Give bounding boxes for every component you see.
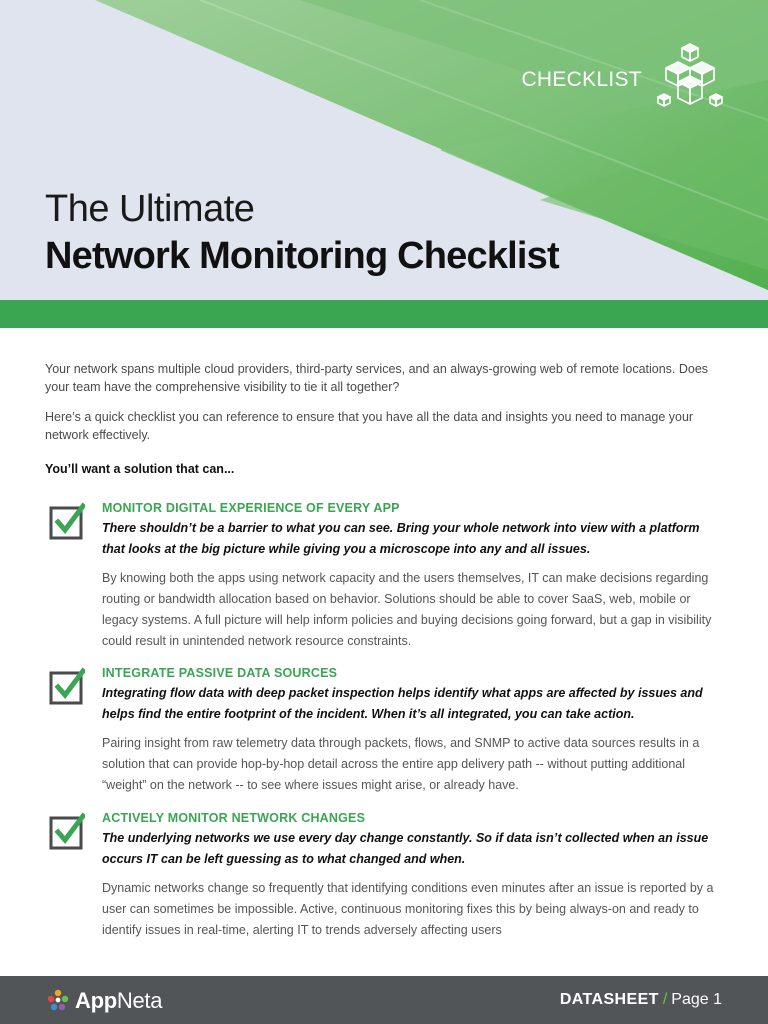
checkbox-checked-icon [49, 502, 85, 540]
item-title: ACTIVELY MONITOR NETWORK CHANGES [102, 811, 366, 825]
badge-label: CHECKLIST [521, 68, 642, 91]
cubes-icon [652, 42, 728, 118]
page-number: Page 1 [671, 991, 722, 1008]
item-subtitle: There shouldn’t be a barrier to what you can see. Bring your whole network into view with a platform that looks at the big picture while giving you a microscope into any and all issues. [102, 521, 700, 556]
item-description: By knowing both the apps using network capacity and the users themselves, IT can make decisions regarding routing or bandwidth allocation based on behavior. Solutions should be able to cover SaaS, web, mobile or legacy systems. A full picture will help inform policies and buying decisions going forward, but a gap in visibility could result in unintended network resource constraints. [102, 571, 712, 648]
appneta-logo [47, 988, 162, 1014]
green-divider-band [0, 300, 768, 328]
item-subtitle: Integrating flow data with deep packet inspection helps identify what apps are affected by issues and helps find the entire footprint of the incident. When it’s all integrated, you can take action. [102, 686, 703, 721]
logo-text-bold: App [75, 988, 117, 1013]
appneta-logo-icon [47, 989, 69, 1013]
checklist-item-2 [45, 665, 725, 796]
doc-type-label: DATASHEET [559, 991, 659, 1008]
checklist-item-1 [45, 500, 725, 652]
page-info [560, 991, 722, 1009]
intro-lead: You’ll want a solution that can... [45, 462, 235, 476]
header-banner [0, 0, 768, 300]
checklist-item-3 [45, 810, 725, 941]
intro-section [45, 360, 725, 476]
page-title [45, 186, 559, 280]
separator: / [662, 991, 668, 1008]
item-description: Pairing insight from raw telemetry data through packets, flows, and SNMP to active data sources results in a solution that can provide hop-by-hop detail across the entire app delivery path -- without putting additional “weight” on the network -- to see where issues might arise, or already have. [102, 736, 700, 792]
checkbox-checked-icon [49, 812, 85, 850]
item-title: MONITOR DIGITAL EXPERIENCE OF EVERY APP [102, 501, 400, 515]
intro-paragraph-1: Your network spans multiple cloud providers, third-party services, and an always-growing web of remote locations. Does your team have the comprehensive visibility to tie it all together? [45, 362, 709, 394]
footer-bar [0, 976, 768, 1024]
checkbox-checked-icon [49, 667, 85, 705]
item-subtitle: The underlying networks we use every day change constantly. So if data isn’t collected when an issue occurs IT can be left guessing as to what changed and when. [102, 831, 709, 866]
title-line-1: The Ultimate [45, 188, 255, 230]
title-line-2: Network Monitoring Checklist [45, 235, 559, 277]
item-title: INTEGRATE PASSIVE DATA SOURCES [102, 666, 338, 680]
checklist-badge [521, 42, 728, 118]
logo-text-regular: Neta [116, 988, 163, 1013]
logo-wordmark [75, 988, 162, 1014]
intro-paragraph-2: Here’s a quick checklist you can reference to ensure that you have all the data and insights you need to manage your network effectively. [45, 410, 694, 442]
item-description: Dynamic networks change so frequently that identifying conditions even minutes after an issue is reported by a user can sometimes be impossible. Active, continuous monitoring fixes this by being always-on and ready to identify issues in real-time, alerting IT to trends adversely affecting users [102, 881, 714, 937]
